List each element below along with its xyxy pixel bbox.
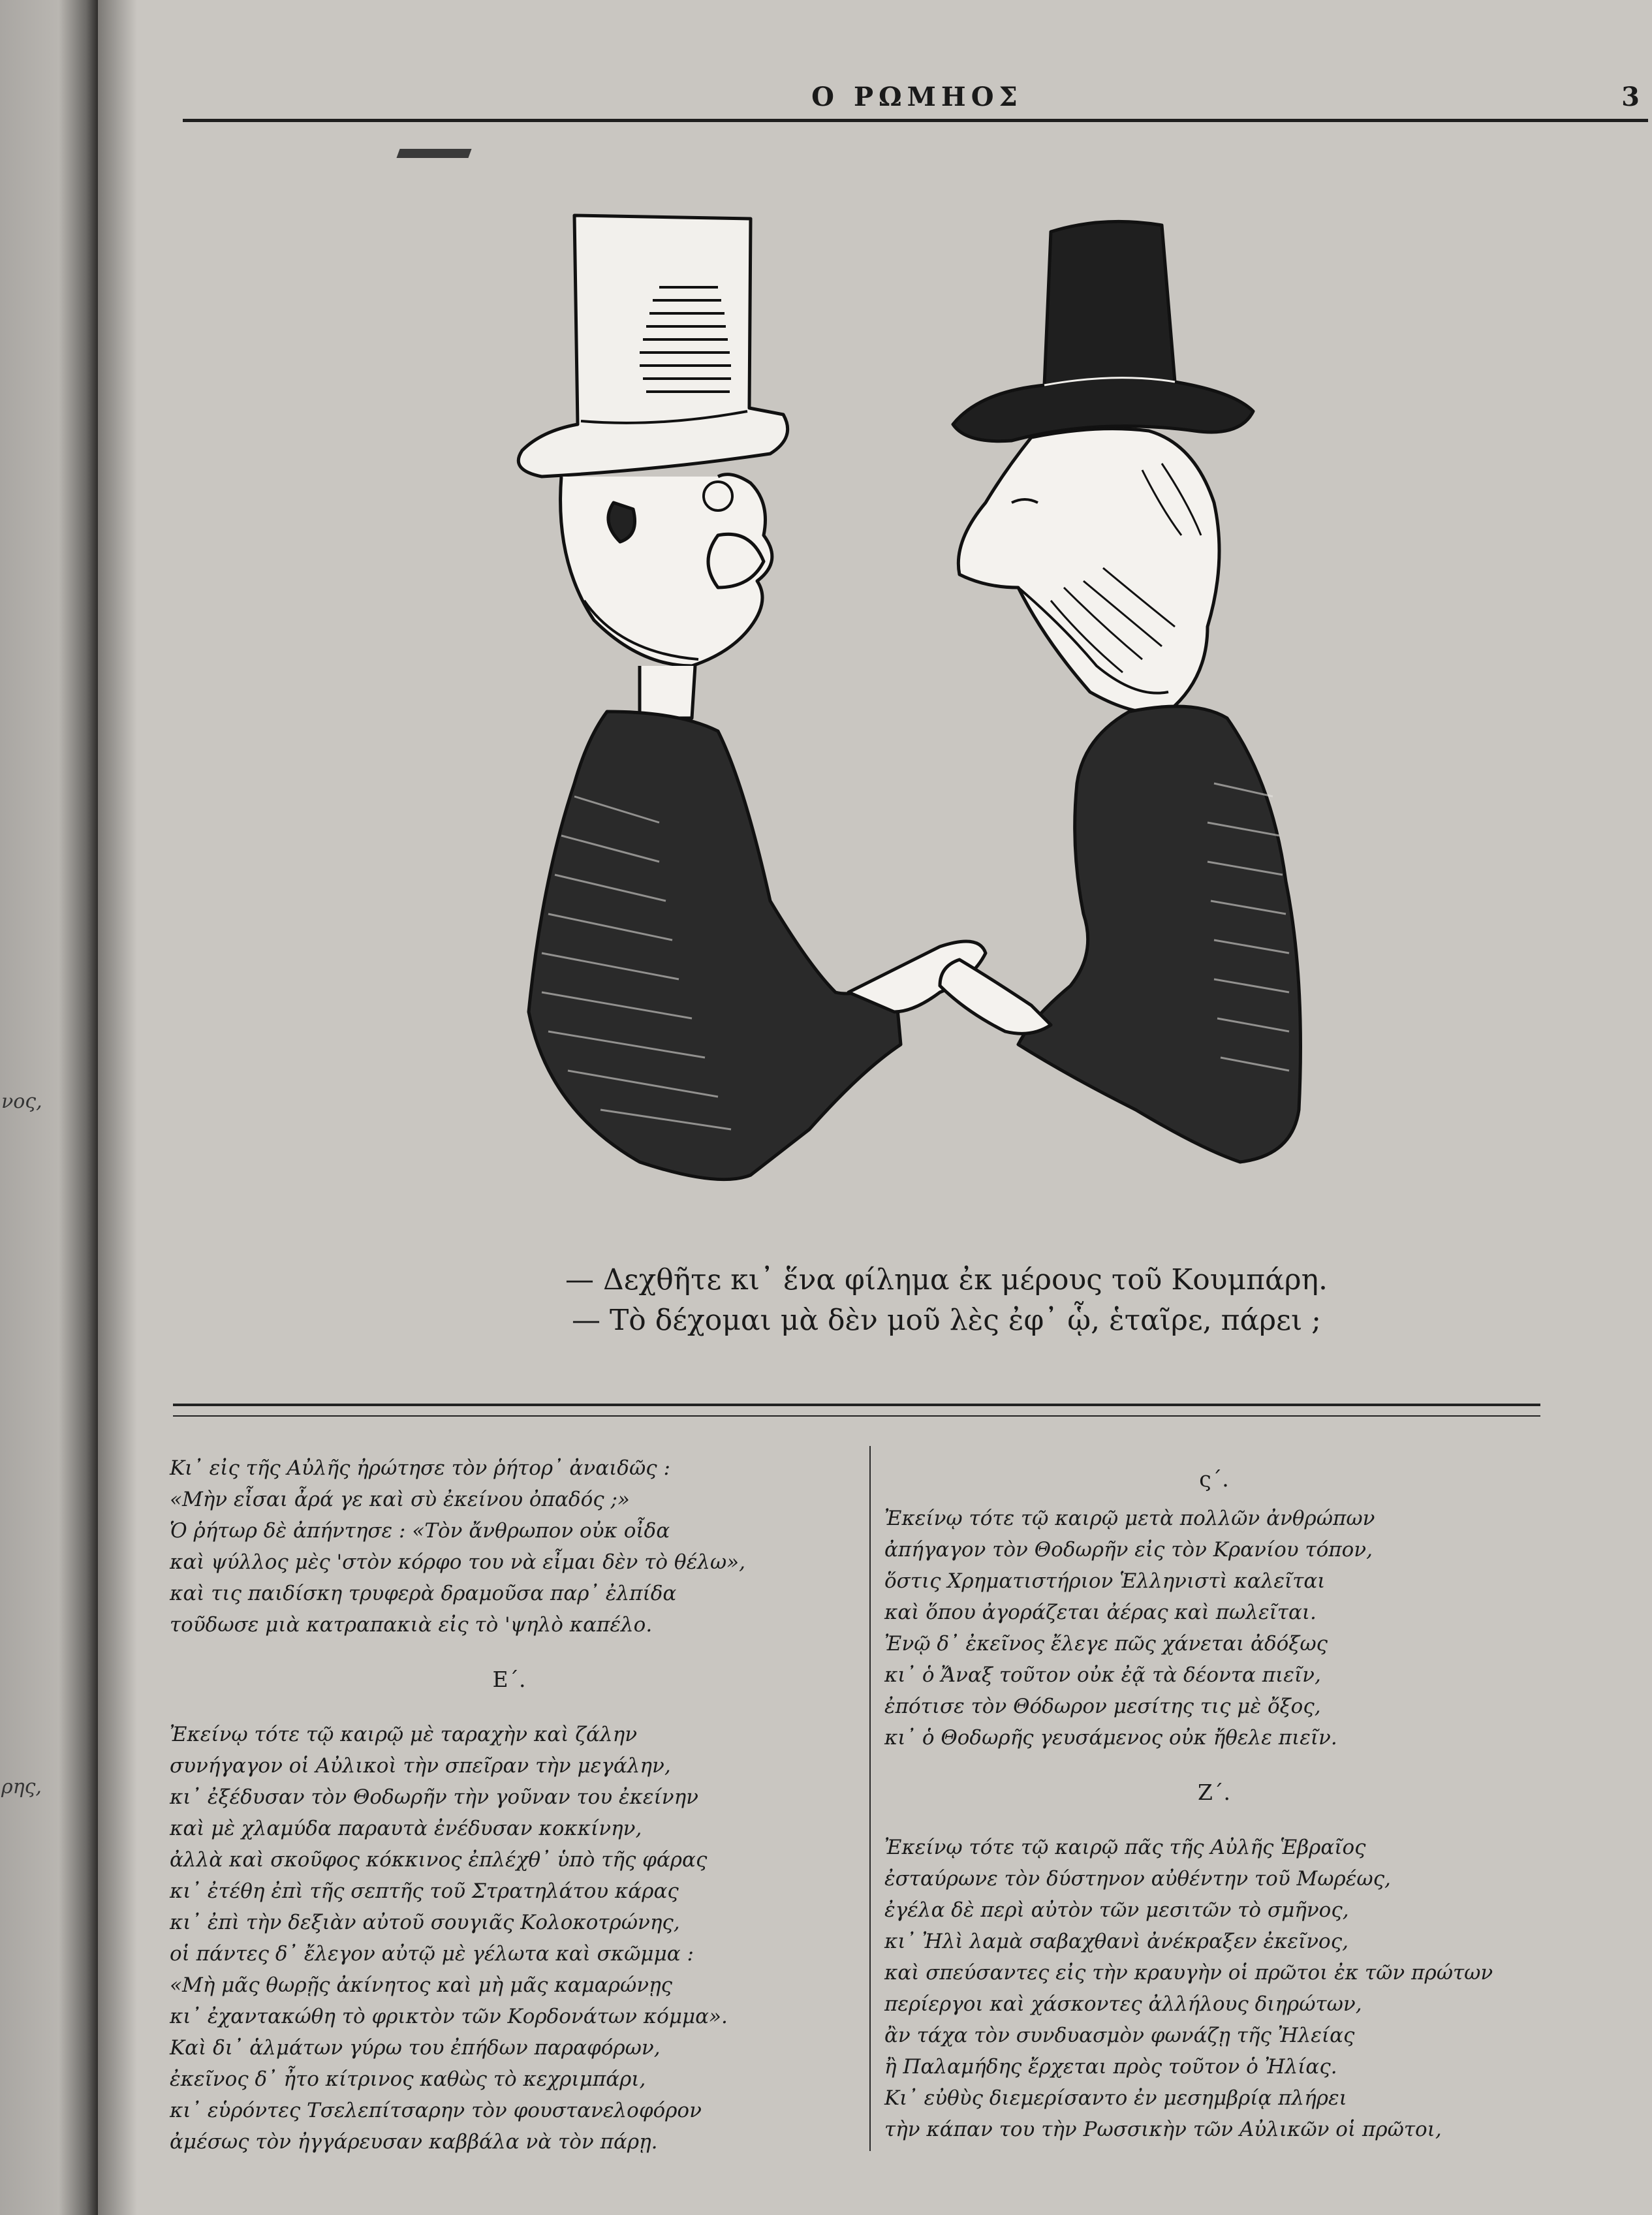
column-divider	[869, 1446, 871, 2151]
verse-line: τοῦδωσε μιὰ κατραπακιὰ εἰς τὸ 'ψηλὸ καπέλο.	[170, 1613, 653, 1637]
verse-line: κι᾽ ἐτέθη ἐπὶ τῆς σεπτῆς τοῦ Στρατηλάτου κάρας	[170, 1879, 679, 1903]
verse-line: Ὁ ῥήτωρ δὲ ἀπήντησε : «Τὸν ἄνθρωπον οὐκ οἶδα	[170, 1519, 670, 1543]
verse-line: κι᾽ ὁ Θοδωρῆς γευσάμενος οὐκ ἤθελε πιεῖν.	[884, 1726, 1337, 1750]
verse-line: καὶ ψύλλος μὲς 'στὸν κόρφο του νὰ εἶμαι δὲν τὸ θέλω»,	[170, 1550, 745, 1574]
verse-line: κι᾽ ὁ Ἄναξ τοῦτον οὐκ ἐᾷ τὰ δέοντα πιεῖν,	[884, 1663, 1321, 1687]
caption-line: — Τὸ δέχομαι μὰ δὲν μοῦ λὲς ἐφ᾽ ᾧ, ἑταῖρε, πάρει ;	[571, 1304, 1322, 1337]
paper-name: Ο ΡΩΜΗΟΣ	[811, 82, 1023, 112]
verse-line: Ἐνῷ δ᾽ ἐκεῖνος ἔλεγε πῶς χάνεται ἀδόξως	[884, 1632, 1328, 1656]
caption-line: — Δεχθῆτε κι᾽ ἕνα φίλημα ἐκ μέρους τοῦ Κουμπάρη.	[565, 1263, 1328, 1296]
verse-line: τὴν κάπαν του τὴν Ρωσσικὴν τῶν Αὐλικῶν οἱ πρῶτοι,	[884, 2118, 1442, 2141]
verse-line: περίεργοι καὶ χάσκοντες ἀλλήλους διηρώτων,	[884, 1992, 1362, 2016]
verse-line: Καὶ δι᾽ ἁλμάτων γύρω του ἐπήδων παραφόρων,	[170, 2036, 661, 2060]
verse-line: ἢ Παλαμήδης ἔρχεται πρὸς τοῦτον ὁ Ἠλίας.	[884, 2055, 1337, 2079]
verse-line: ὅστις Χρηματιστήριον Ἑλληνιστὶ καλεῖται	[884, 1569, 1326, 1593]
facing-page-fragment: νος,	[1, 1090, 42, 1113]
section-heading-e: Ε΄.	[492, 1667, 526, 1692]
verse-line: Ἐκείνῳ τότε τῷ καιρῷ μετὰ πολλῶν ἀνθρώπων	[884, 1507, 1375, 1530]
section-heading-st: ς΄.	[1199, 1466, 1229, 1492]
verse-line: κι᾽ ἐξέδυσαν τὸν Θοδωρῆν τὴν γοῦναν του ἐκείνην	[170, 1785, 698, 1809]
caricature-illustration	[444, 196, 1501, 1227]
verse-line: κι᾽ ἐπὶ τὴν δεξιὰν αὐτοῦ σουγιᾶς Κολοκοτρώνης,	[170, 1911, 680, 1934]
left-figure-coat	[529, 712, 901, 1180]
right-figure	[940, 221, 1301, 1162]
facing-page-fragment: ρης,	[1, 1776, 42, 1799]
running-header	[183, 75, 1651, 134]
verse-line: ἐσταύρωνε τὸν δύστηνον αὐθέντην τοῦ Μωρέως,	[884, 1867, 1391, 1891]
verse-line: καὶ μὲ χλαμύδα παραυτὰ ἐνέδυσαν κοκκίνην,	[170, 1817, 642, 1840]
newspaper-page	[98, 0, 1652, 2215]
artist-signature-mark	[396, 149, 471, 158]
verse-line: ἐπότισε τὸν Θόδωρον μεσίτης τις μὲ ὄξος,	[884, 1695, 1321, 1718]
verse-line: ἂν τάχα τὸν συνδυασμὸν φωνάζῃ τῆς Ἠλείας	[884, 2024, 1355, 2047]
verse-line: ἀπήγαγον τὸν Θοδωρῆν εἰς τὸν Κρανίου τόπον,	[884, 1538, 1373, 1562]
verse-line: κι᾽ ἐχαντακώθη τὸ φρικτὸν τῶν Κορδονάτων κόμμα».	[170, 2005, 728, 2028]
verse-line: συνήγαγον οἱ Αὐλικοὶ τὴν σπεῖραν τὴν μεγάλην,	[170, 1754, 671, 1778]
page-number: 3	[1621, 82, 1640, 112]
right-figure-top-hat	[953, 221, 1253, 441]
verse-line: καὶ σπεύσαντες εἰς τὴν κραυγὴν οἱ πρῶτοι ἐκ τῶν πρώτων	[884, 1961, 1493, 1985]
right-figure-hand	[940, 960, 1051, 1033]
verse-line: ἀλλὰ καὶ σκοῦφος κόκκινος ἐπλέχθ᾽ ὑπὸ τῆς φάρας	[170, 1848, 708, 1872]
verse-line: οἱ πάντες δ᾽ ἔλεγον αὐτῷ μὲ γέλωτα καὶ σκῶμμα :	[170, 1942, 694, 1966]
verse-line: κι᾽ εὑρόντες Τσελεπίτσαρην τὸν φουστανελοφόρον	[170, 2099, 702, 2122]
right-figure-coat	[1018, 706, 1301, 1162]
verse-line: «Μὴν εἶσαι ἆρά γε καὶ σὺ ἐκείνου ὀπαδός ;»	[170, 1488, 630, 1511]
cartoon-caption	[490, 1260, 1403, 1341]
verse-line: Κι᾽ εἰς τῆς Αὐλῆς ἠρώτησε τὸν ῥήτορ᾽ ἀναιδῶς :	[170, 1456, 670, 1480]
header-rule	[183, 119, 1648, 122]
verse-line: ἀμέσως τὸν ἠγγάρευσαν καββάλα νὰ τὸν πάρῃ.	[170, 2130, 658, 2154]
verse-line: ἐκεῖνος δ᾽ ἦτο κίτρινος καθὼς τὸ κεχριμπάρι,	[170, 2067, 646, 2091]
left-figure	[518, 215, 986, 1180]
verse-line: Ἐκείνῳ τότε τῷ καιρῷ πᾶς τῆς Αὐλῆς Ἑβραῖος	[884, 1836, 1366, 1859]
verse-line: κι᾽ Ἠλὶ λαμὰ σαβαχθανὶ ἀνέκραξεν ἐκεῖνος,	[884, 1930, 1348, 1953]
left-figure-top-hat	[518, 215, 787, 477]
section-heading-z: Ζ΄.	[1198, 1780, 1230, 1805]
verse-line: Ἐκείνῳ τότε τῷ καιρῷ μὲ ταραχὴν καὶ ζάλην	[170, 1723, 638, 1746]
right-figure-head	[958, 429, 1219, 713]
facing-page-edge	[0, 0, 98, 2215]
verse-line: Κι᾽ εὐθὺς διεμερίσαντο ἐν μεσημβρίᾳ πλήρει	[884, 2086, 1347, 2110]
verse-line: καὶ τις παιδίσκη τρυφερὰ δραμοῦσα παρ᾽ ἐλπίδα	[170, 1582, 677, 1605]
verse-line: «Μὴ μᾶς θωρῇς ἀκίνητος καὶ μὴ μᾶς καμαρώνῃς	[170, 1973, 673, 1997]
verse-line: ἐγέλα δὲ περὶ αὐτὸν τῶν μεσιτῶν τὸ σμῆνος,	[884, 1898, 1349, 1922]
verse-line: καὶ ὅπου ἀγοράζεται ἀέρας καὶ πωλεῖται.	[884, 1601, 1317, 1624]
poem-left-column	[170, 1453, 849, 2158]
section-divider	[173, 1404, 1540, 1417]
poem-right-column	[884, 1456, 1544, 2145]
